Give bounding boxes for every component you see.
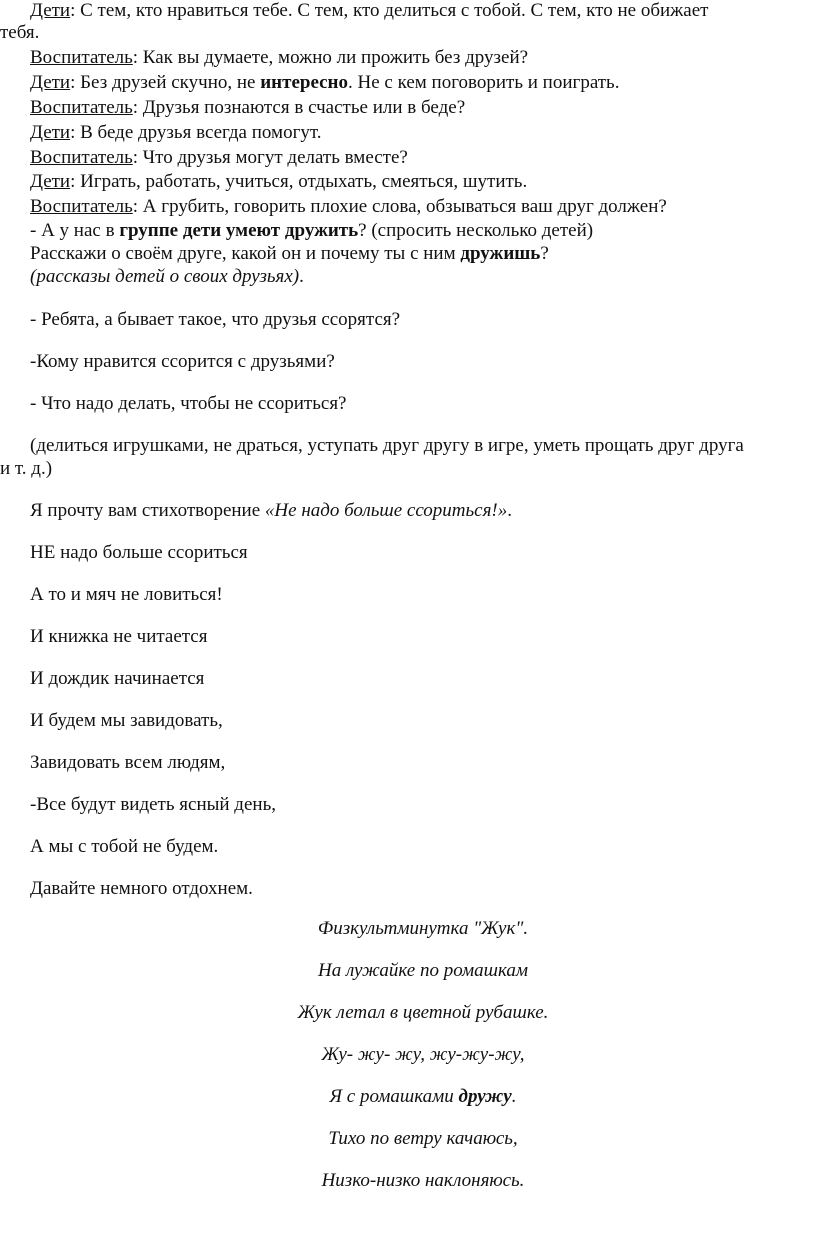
dialogue-text: : С тем, кто нравиться тебе. С тем, кто делиться с тобой. С тем, кто не обижает xyxy=(70,0,709,21)
dialogue-line-5 xyxy=(30,122,322,144)
exercise-line-bold xyxy=(0,1086,816,1108)
question-text: - А у нас в xyxy=(30,220,120,241)
speaker-children: Дети xyxy=(30,171,71,192)
exercise-line: Жук летал в цветной рубашке. xyxy=(297,1002,549,1023)
dialogue-text: : Без друзей скучно, не xyxy=(70,72,261,93)
poem-line: А мы с тобой не будем. xyxy=(30,836,219,857)
exercise-line: Жу- жу- жу, жу-жу-жу, xyxy=(321,1044,525,1065)
dialogue-text: : Друзья познаются в счастье или в беде? xyxy=(132,97,466,118)
dialogue-line-7 xyxy=(30,171,527,193)
rest-line: Давайте немного отдохнем. xyxy=(30,878,253,899)
speaker-teacher: Воспитатель xyxy=(30,47,133,68)
dialogue-text: . Не с кем поговорить и поиграть. xyxy=(348,72,620,93)
dialogue-line-1-cont: тебя. xyxy=(0,22,40,43)
dialogue-text: : В беде друзья всегда помогут. xyxy=(70,122,322,143)
poem-line: И будем мы завидовать, xyxy=(30,710,223,731)
dialogue-line-1 xyxy=(30,0,708,22)
poem-line: -Все будут видеть ясный день, xyxy=(30,794,276,815)
dialogue-line-6 xyxy=(30,147,408,169)
intro-text: . xyxy=(507,500,513,521)
poem-line: И книжка не читается xyxy=(30,626,208,647)
answers-line-1: (делиться игрушками, не драться, уступать друг другу в игре, уметь прощать друг друга xyxy=(30,435,744,456)
question-quarrel: - Ребята, а бывает такое, что друзья ссорятся? xyxy=(30,309,401,330)
speaker-teacher: Воспитатель xyxy=(30,196,133,217)
question-bold: группе дети умеют дружить xyxy=(119,220,359,241)
poem-line: И дождик начинается xyxy=(30,668,205,689)
tell-friend xyxy=(30,243,549,265)
question-group xyxy=(30,220,593,242)
intro-text: Я прочту вам стихотворение xyxy=(30,500,265,521)
speaker-teacher: Воспитатель xyxy=(30,147,133,168)
question-likes: -Кому нравится ссорится с друзьями? xyxy=(30,351,335,372)
dialogue-text: : А грубить, говорить плохие слова, обзываться ваш друг должен? xyxy=(132,196,667,217)
question-text: ? (спросить несколько детей) xyxy=(358,220,594,241)
question-what-do: - Что надо делать, чтобы не ссориться? xyxy=(30,393,347,414)
exercise-line: На лужайке по ромашкам xyxy=(317,960,529,981)
speaker-teacher: Воспитатель xyxy=(30,97,133,118)
tell-text: ? xyxy=(540,243,549,264)
dialogue-bold: интересно xyxy=(260,72,348,93)
exercise-text: Я с ромашками xyxy=(329,1086,459,1107)
tell-text: Расскажи о своём друге, какой он и почему ты с ним xyxy=(30,243,461,264)
dialogue-line-4 xyxy=(30,97,465,119)
dialogue-line-2 xyxy=(30,47,528,69)
poem-intro xyxy=(30,500,512,522)
tell-bold: дружишь xyxy=(460,243,541,264)
stories-text: . xyxy=(299,266,304,287)
exercise-line: Низко-низко наклоняюсь. xyxy=(321,1170,525,1191)
speaker-children: Дети xyxy=(30,0,71,21)
exercise-bold: дружу xyxy=(458,1086,512,1107)
stories-italic: (рассказы детей о своих друзьях) xyxy=(30,266,300,287)
poem-line: Завидовать всем людям, xyxy=(30,752,226,773)
poem-line: НЕ надо больше ссориться xyxy=(30,542,248,563)
dialogue-line-3 xyxy=(30,72,619,94)
exercise-text: . xyxy=(511,1086,517,1107)
dialogue-text: : Как вы думаете, можно ли прожить без друзей? xyxy=(132,47,529,68)
poem-title: «Не надо больше ссориться!» xyxy=(264,500,508,521)
exercise-title: Физкультминутка "Жук". xyxy=(317,918,529,939)
poem-line: А то и мяч не ловиться! xyxy=(30,584,223,605)
speaker-children: Дети xyxy=(30,72,71,93)
dialogue-text: : Что друзья могут делать вместе? xyxy=(132,147,408,168)
speaker-children: Дети xyxy=(30,122,71,143)
dialogue-line-8 xyxy=(30,196,667,218)
dialogue-text: : Играть, работать, учиться, отдыхать, смеяться, шутить. xyxy=(70,171,528,192)
exercise-line: Тихо по ветру качаюсь, xyxy=(328,1128,518,1149)
stories-note xyxy=(30,266,304,288)
answers-line-2: и т. д.) xyxy=(0,458,53,479)
